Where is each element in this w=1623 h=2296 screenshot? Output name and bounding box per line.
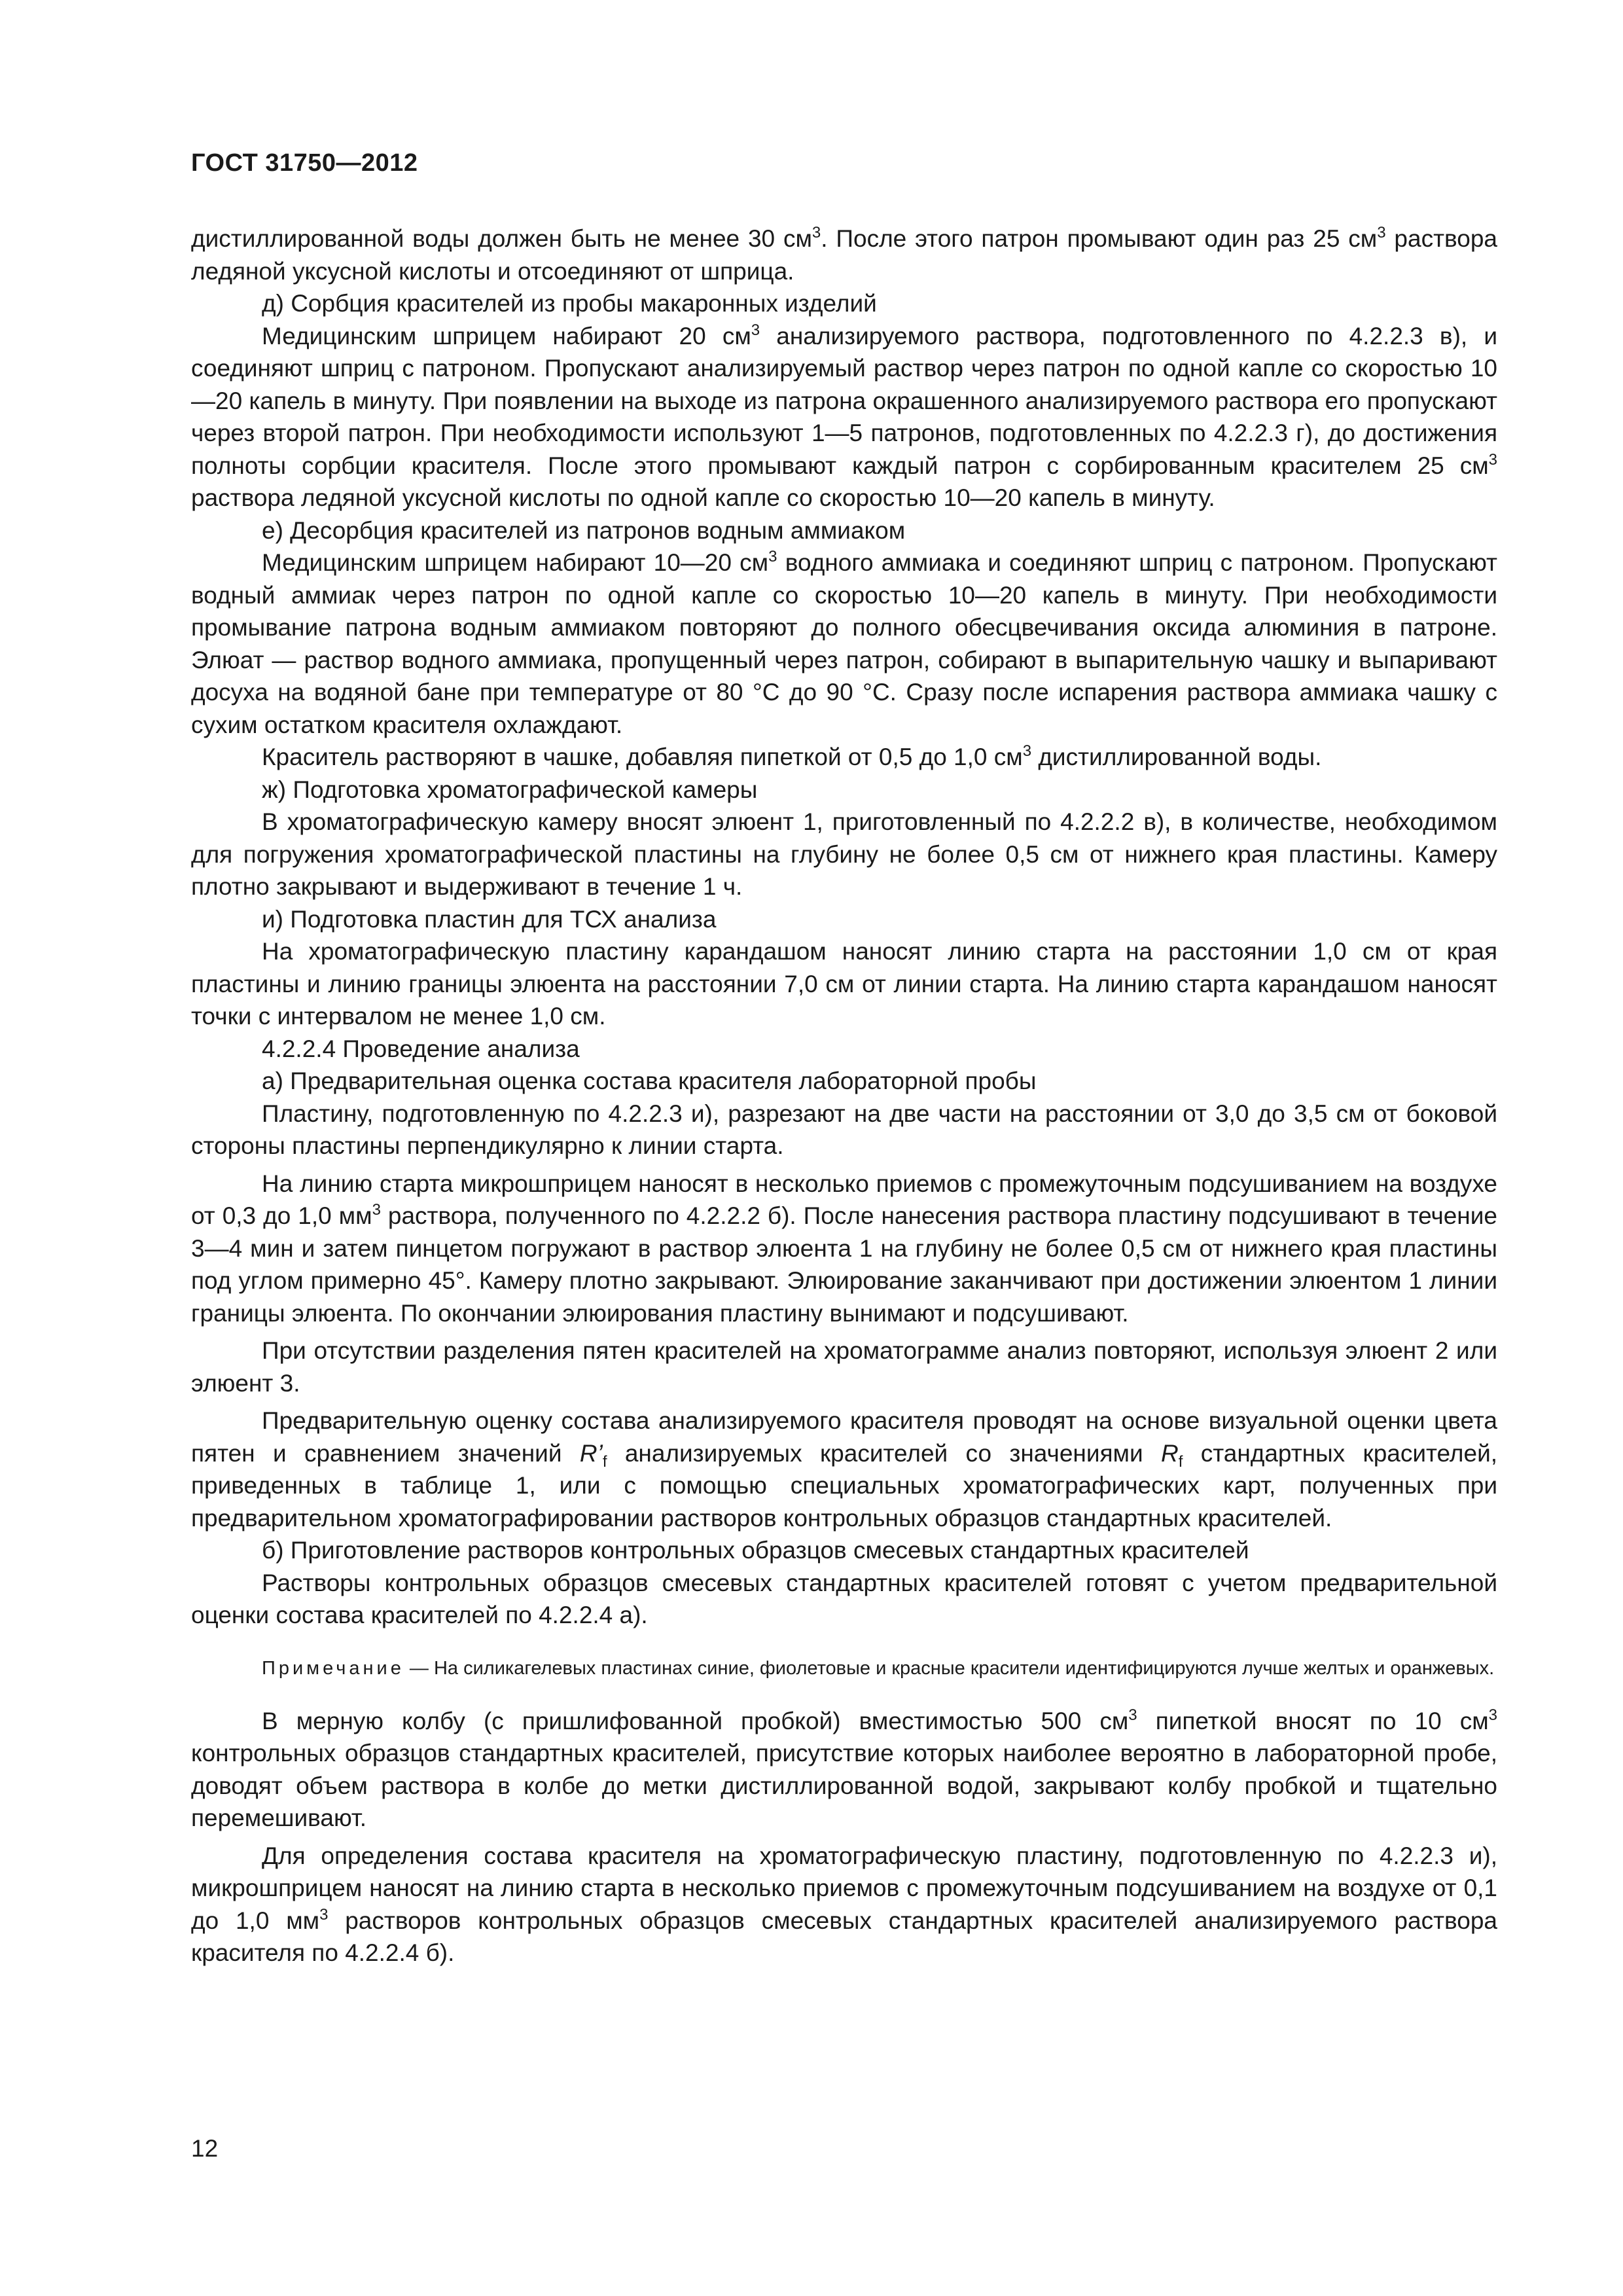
document-header: ГОСТ 31750—2012 [191,149,418,177]
paragraph: В хроматографическую камеру вносят элюент 1, приготовленный по 4.2.2.2 в), в количестве, необходимом для погружения хроматографической пластины на глубину не более 0,5 см от нижнего края пластины. Камеру плотно закрывают и выдерживают в течение 1 ч. [191,808,1497,900]
subsection-heading: д) Сорбция красителей из пробы макаронных изделий [262,290,877,317]
document-body [191,223,1497,1969]
subsection-heading: и) Подготовка пластин для ТСХ анализа [262,905,717,933]
subsection-heading: б) Приготовление растворов контрольных образцов смесевых стандартных красителей [262,1537,1249,1564]
subsection-heading: ж) Подготовка хроматографической камеры [262,776,758,803]
note [191,1655,1497,1681]
paragraph: Пластину, подготовленную по 4.2.2.3 и), разрезают на две части на расстоянии от 3,0 до 3,5 см от боковой стороны пластины перпендикулярно к линии старта. [191,1100,1497,1159]
subsection-heading: е) Десорбция красителей из патронов водным аммиаком [262,516,906,544]
paragraph: В мерную колбу (с пришлифованной пробкой) вместимостью 500 $см^3$ пипеткой вносят по 10 $см^3$ контрольных образцов стандартных красителей, присутствие которых наиболее вероятно в лабораторной пробе, доводят объем раствора в колбе до метки дистиллированной водой, закрывают колбу пробкой и тщательно перемешивают. [191,1706,1497,1831]
section-heading: 4.2.2.4 Проведение анализа [262,1035,580,1062]
note-text: — На силикагелевых пластинах синие, фиолетовые и красные красители идентифицируются лучше желтых и оранжевых. [409,1657,1495,1679]
subsection-heading: а) Предварительная оценка состава красителя лабораторной пробы [262,1067,1037,1094]
note-label: Примечание [262,1657,404,1679]
paragraph: Краситель растворяют в чашке, добавляя пипеткой от 0,5 до 1,0 $см^3$ дистиллированной воды. [262,742,1322,770]
paragraph: Медицинским шприцем набирают 20 $см^3$ анализируемого раствора, подготовленного по 4.2.2.3 в), и соединяют шприц с патроном. Пропускают анализируемый раствор через патрон по одной капле со скоростью 10—20 капель в минуту. При появлении на выходе из патрона окрашенного анализируемого раствора его пропускают через второй патрон. При необходимости используют 1—5 патронов, подготовленных по 4.2.2.3 г), до достижения полноты сорбции красителя. После этого промывают каждый патрон с сорбированным красителем 25 $см^3$ раствора ледяной уксусной кислоты по одной капле со скоростью 10—20 капель в минуту. [191,321,1498,511]
paragraph: На хроматографическую пластину карандашом наносят линию старта на расстоянии 1,0 см от края пластины и линию границы элюента на расстоянии 7,0 см от линии старта. На линию старта карандашом наносят точки с интервалом не менее 1,0 см. [191,938,1497,1030]
paragraph: Растворы контрольных образцов смесевых стандартных красителей готовят с учетом предварительной оценки состава красителей по 4.2.2.4 а). [191,1569,1497,1628]
paragraph: дистиллированной воды должен быть не менее 30 $см^3$. После этого патрон промывают один раз 25 $см^3$ раствора ледяной уксусной кислоты и отсоединяют от шприца. [191,224,1497,285]
page-number: 12 [191,2135,219,2162]
paragraph: Предварительную оценку состава анализируемого красителя проводят на основе визуальной оценки цвета пятен и сравнением значений $R’_f$ анализируемых красителей со значениями $R_f$ стандартных красителей, приведенных в таблице 1, или с помощью специальных хроматографических карт, полученных при предварительном хроматографировании растворов контрольных образцов стандартных красителей. [191,1407,1498,1532]
paragraph: Для определения состава красителя на хроматографическую пластину, подготовленную по 4.2.2.3 и), микрошприцем наносят на линию старта в несколько приемов с промежуточным подсушиванием на воздухе от 0,1 до 1,0 $мм^3$ растворов контрольных образцов смесевых стандартных красителей анализируемого раствора красителя по 4.2.2.4 б). [191,1842,1497,1966]
paragraph: При отсутствии разделения пятен красителей на хроматограмме анализ повторяют, используя элюент 2 или элюент 3. [191,1337,1497,1397]
paragraph: Медицинским шприцем набирают 10—20 $см^3$ водного аммиака и соединяют шприц с патроном. Пропускают водный аммиак через патрон по одной капле со скоростью 10—20 капель в минуту. При необходимости промывание патрона водным аммиаком повторяют до полного обесцвечивания оксида алюминия в патроне. Элюат — раствор водного аммиака, пропущенный через патрон, собирают в выпарительную чашку и выпаривают досуха на водяной бане при температуре от 80 °С до 90 °С. Сразу после испарения раствора аммиака чашку с сухим остатком красителя охлаждают. [191,548,1497,738]
paragraph: На линию старта микрошприцем наносят в несколько приемов с промежуточным подсушиванием на воздухе от 0,3 до 1,0 $мм^3$ раствора, полученного по 4.2.2.2 б). После нанесения раствора пластину подсушивают в течение 3—4 мин и затем пинцетом погружают в раствор элюента 1 на глубину не более 0,5 см от нижнего края пластины под углом примерно 45°. Камеру плотно закрывают. Элюирование заканчивают при достижении элюентом 1 линии границы элюента. По окончании элюирования пластину вынимают и подсушивают. [191,1170,1497,1327]
